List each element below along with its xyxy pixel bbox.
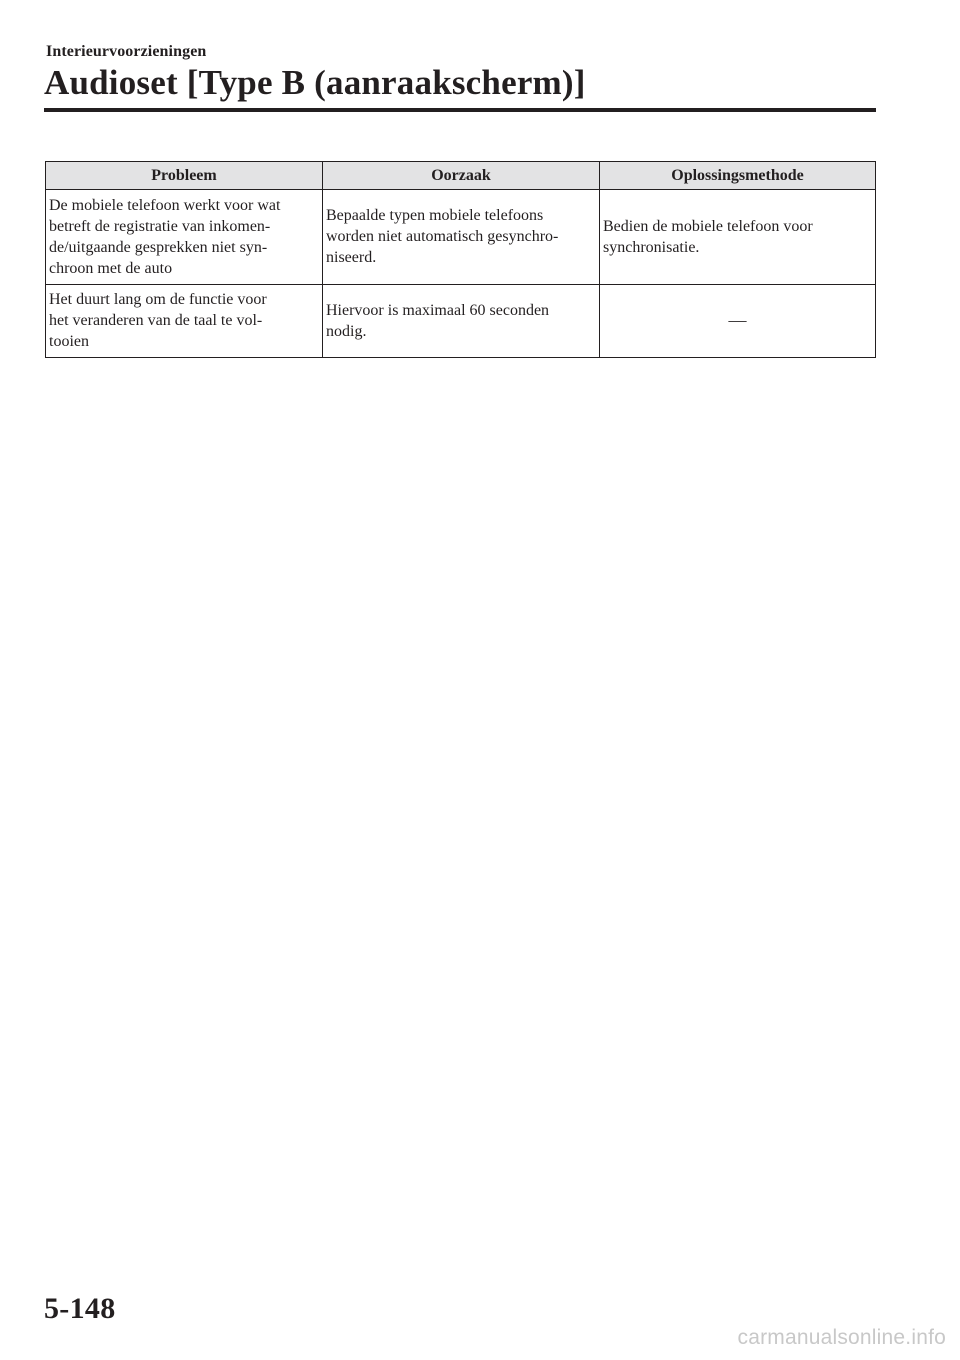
watermark: carmanualsonline.info	[737, 1326, 946, 1349]
cell-line: Het duurt lang om de functie voor	[49, 291, 267, 308]
page-title: Audioset [Type B (aanraakscherm)]	[44, 63, 586, 102]
cell-oplossing: —	[600, 285, 876, 358]
cell-oplossing	[600, 190, 876, 285]
column-header-probleem: Probleem	[46, 162, 323, 190]
cell-line: synchronisatie.	[603, 238, 700, 256]
cell-line: Hiervoor is maximaal 60 seconden	[326, 301, 550, 319]
cell-line: Bepaalde typen mobiele telefoons	[326, 207, 544, 224]
section-label: Interieurvoorzieningen	[46, 43, 207, 60]
cell-line: nodig.	[326, 322, 367, 340]
cell-line: het veranderen van de taal te vol-	[49, 312, 263, 329]
cell-line: Bedien de mobiele telefoon voor	[603, 217, 813, 235]
table-row	[46, 190, 876, 285]
cell-line: De mobiele telefoon werkt voor wat	[49, 196, 281, 214]
table-row	[46, 285, 876, 358]
cell-line: betreft de registratie van inkomen-	[49, 217, 271, 235]
cell-line: de/uitgaande gesprekken niet syn-	[49, 238, 268, 256]
cell-line: chroon met de auto	[49, 259, 173, 277]
cell-oorzaak	[323, 190, 600, 285]
cell-line: worden niet automatisch gesynchro-	[326, 228, 559, 245]
title-rule	[44, 108, 876, 112]
column-header-oplossingsmethode: Oplossingsmethode	[600, 162, 876, 190]
page-number: 5-148	[44, 1292, 116, 1325]
cell-line: niseerd.	[326, 249, 377, 266]
table-header-row	[46, 162, 876, 190]
cell-oorzaak	[323, 285, 600, 358]
troubleshooting-table	[45, 161, 876, 358]
cell-probleem	[46, 285, 323, 358]
cell-line: tooien	[49, 333, 89, 350]
cell-probleem	[46, 190, 323, 285]
column-header-oorzaak: Oorzaak	[323, 162, 600, 190]
